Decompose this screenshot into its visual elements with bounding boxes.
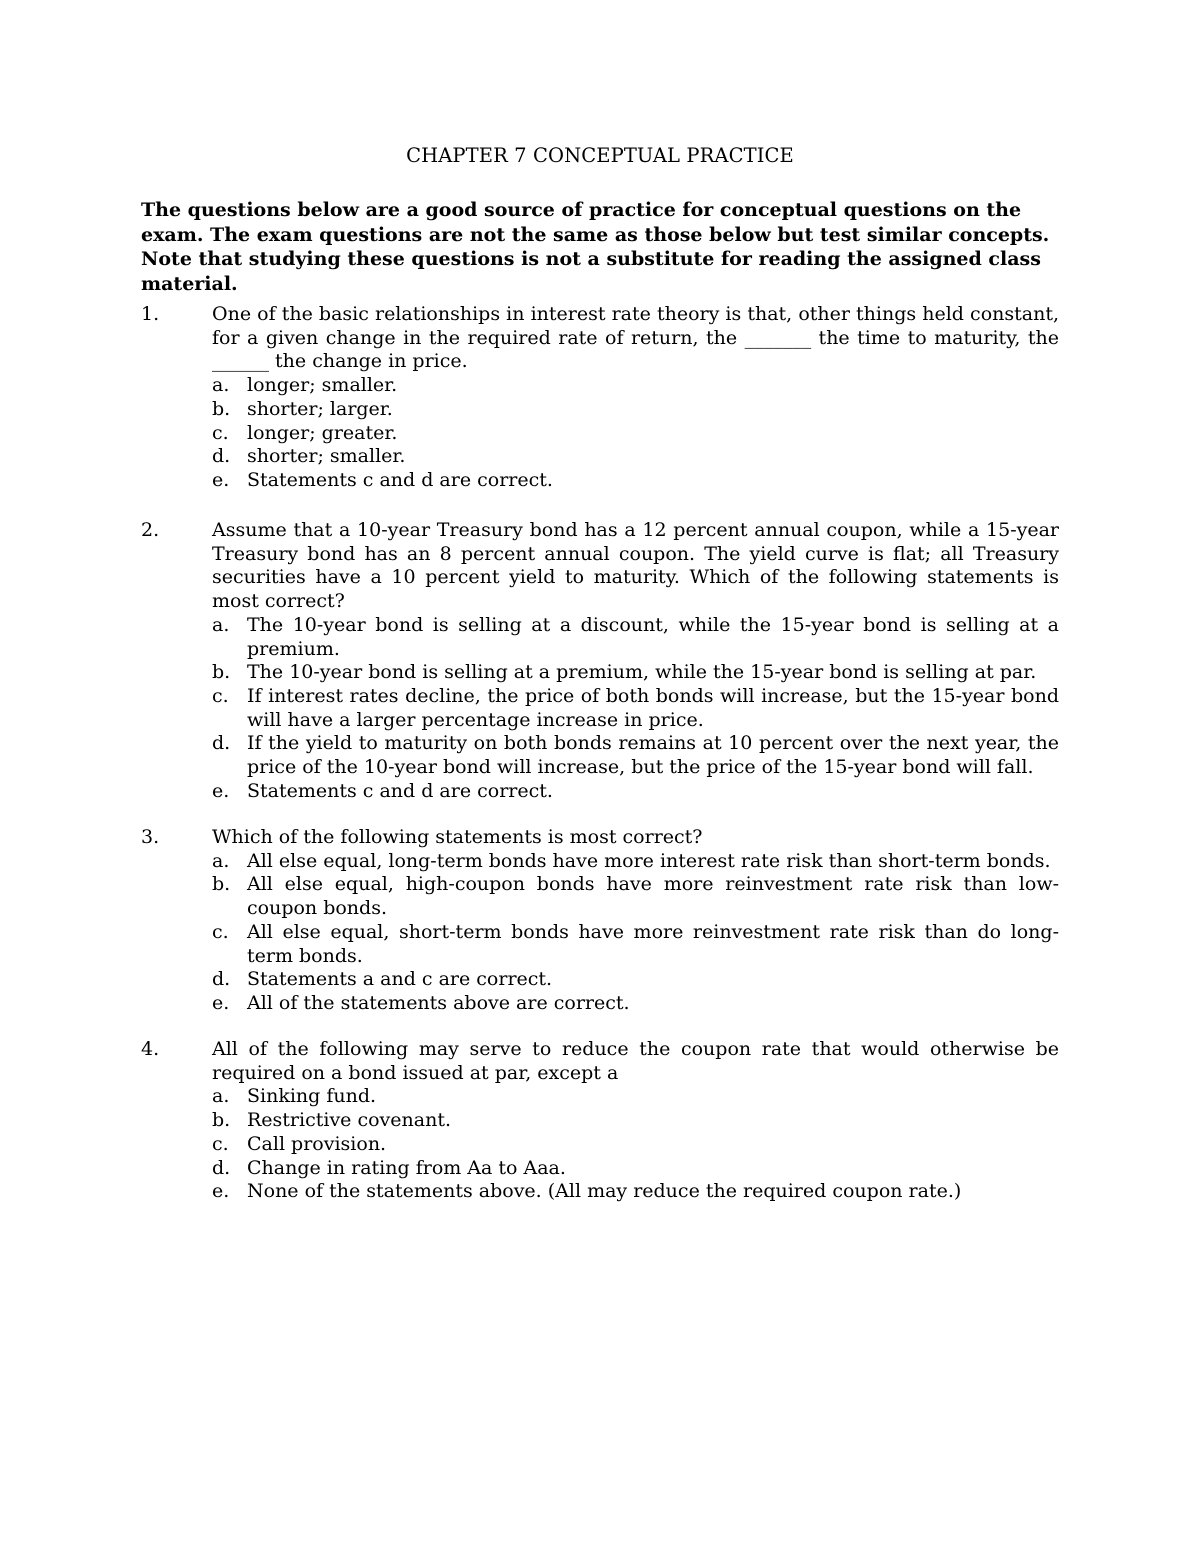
option-letter: b. — [212, 873, 231, 896]
option-letter: c. — [212, 1132, 229, 1155]
option-letter: d. — [212, 732, 231, 755]
option-letter: b. — [212, 661, 231, 684]
page-title: CHAPTER 7 CONCEPTUAL PRACTICE — [406, 144, 794, 167]
option-text: All else equal, long-term bonds have more interest rate risk than short-term bonds. — [247, 849, 1051, 872]
answer-option-b — [212, 398, 1059, 422]
answer-options — [212, 1085, 1059, 1204]
question-number: 2. — [141, 519, 160, 541]
option-text: All of the statements above are correct. — [247, 991, 630, 1014]
option-text: longer; greater. — [247, 421, 398, 444]
answer-options — [212, 374, 1059, 493]
answer-option-c — [212, 1133, 1059, 1157]
option-text: Sinking fund. — [247, 1085, 377, 1108]
option-text: longer; smaller. — [247, 374, 398, 397]
option-text: The 10-year bond is selling at a discount, while the 15-year bond is selling at a premium. — [247, 613, 1059, 660]
option-text: shorter; larger. — [247, 397, 393, 420]
option-text: Statements c and d are correct. — [247, 468, 553, 491]
answer-option-a — [212, 374, 1059, 398]
answer-option-a — [212, 614, 1059, 661]
answer-options — [212, 614, 1059, 804]
option-text: All else equal, high-coupon bonds have more reinvestment rate risk than low-coupon bonds. — [247, 873, 1059, 920]
option-letter: c. — [212, 684, 229, 707]
option-text: All else equal, short-term bonds have more reinvestment rate risk than do long-term bonds. — [247, 920, 1059, 967]
answer-option-d — [212, 1157, 1059, 1181]
answer-option-e — [212, 992, 1059, 1016]
option-letter: c. — [212, 421, 229, 444]
answer-option-d — [212, 732, 1059, 779]
intro-text: The questions below are a good source of practice for conceptual questions on the exam. The exam questions are not the same as those below but test similar concepts. Note that studying these questions is not a substitute for reading the assigned class material. — [141, 199, 1050, 295]
question-number: 1. — [141, 303, 160, 325]
option-text: Change in rating from Aa to Aaa. — [247, 1156, 566, 1179]
question-stem: One of the basic relationships in interest rate theory is that, other things held constant, for a given change in the required rate of return, the _______ the time to maturity, the ______ the change in price. — [212, 303, 1059, 373]
answer-option-c — [212, 422, 1059, 446]
option-letter: e. — [212, 779, 230, 802]
question-body — [212, 519, 1059, 803]
option-letter: a. — [212, 1085, 230, 1108]
answer-option-e — [212, 780, 1059, 804]
question-stem: Which of the following statements is most correct? — [212, 826, 703, 848]
answer-option-b — [212, 1109, 1059, 1133]
option-text: Restrictive covenant. — [247, 1109, 451, 1132]
option-letter: e. — [212, 1180, 230, 1203]
answer-option-b — [212, 873, 1059, 920]
option-letter: a. — [212, 374, 230, 397]
answer-option-a — [212, 850, 1059, 874]
option-text: None of the statements above. (All may reduce the required coupon rate.) — [247, 1180, 962, 1203]
answer-option-d — [212, 445, 1059, 469]
answer-option-d — [212, 968, 1059, 992]
question-stem: Assume that a 10-year Treasury bond has a 12 percent annual coupon, while a 15-year Treasury bond has an 8 percent annual coupon. The yield curve is flat; all Treasury securities have a 10 percent yield to maturity. Which of the following statements is most correct? — [212, 519, 1059, 613]
option-text: If the yield to maturity on both bonds remains at 10 percent over the next year, the price of the 10-year bond will increase, but the price of the 15-year bond will fall. — [247, 732, 1059, 779]
option-text: If interest rates decline, the price of both bonds will increase, but the 15-year bond will have a larger percentage increase in price. — [247, 684, 1059, 731]
option-letter: a. — [212, 613, 230, 636]
option-text: The 10-year bond is selling at a premium, while the 15-year bond is selling at par. — [247, 661, 1037, 684]
option-letter: c. — [212, 920, 229, 943]
answer-option-c — [212, 685, 1059, 732]
option-letter: b. — [212, 1109, 231, 1132]
question-body — [212, 303, 1059, 493]
question-body — [212, 826, 1059, 1016]
question-number: 3. — [141, 826, 160, 848]
option-text: Statements a and c are correct. — [247, 968, 553, 991]
option-text: Statements c and d are correct. — [247, 779, 553, 802]
answer-options — [212, 850, 1059, 1016]
answer-option-e — [212, 1180, 1059, 1204]
answer-option-a — [212, 1085, 1059, 1109]
question-body — [212, 1038, 1059, 1204]
intro-paragraph — [141, 198, 1061, 296]
option-letter: e. — [212, 991, 230, 1014]
answer-option-c — [212, 921, 1059, 968]
answer-option-b — [212, 661, 1059, 685]
option-letter: e. — [212, 468, 230, 491]
option-letter: d. — [212, 1156, 231, 1179]
question-number: 4. — [141, 1038, 160, 1060]
option-text: shorter; smaller. — [247, 445, 406, 468]
answer-option-e — [212, 469, 1059, 493]
option-text: Call provision. — [247, 1132, 387, 1155]
option-letter: a. — [212, 849, 230, 872]
option-letter: d. — [212, 968, 231, 991]
question-stem: All of the following may serve to reduce the coupon rate that would otherwise be required on a bond issued at par, except a — [212, 1038, 1059, 1084]
option-letter: b. — [212, 397, 231, 420]
option-letter: d. — [212, 445, 231, 468]
